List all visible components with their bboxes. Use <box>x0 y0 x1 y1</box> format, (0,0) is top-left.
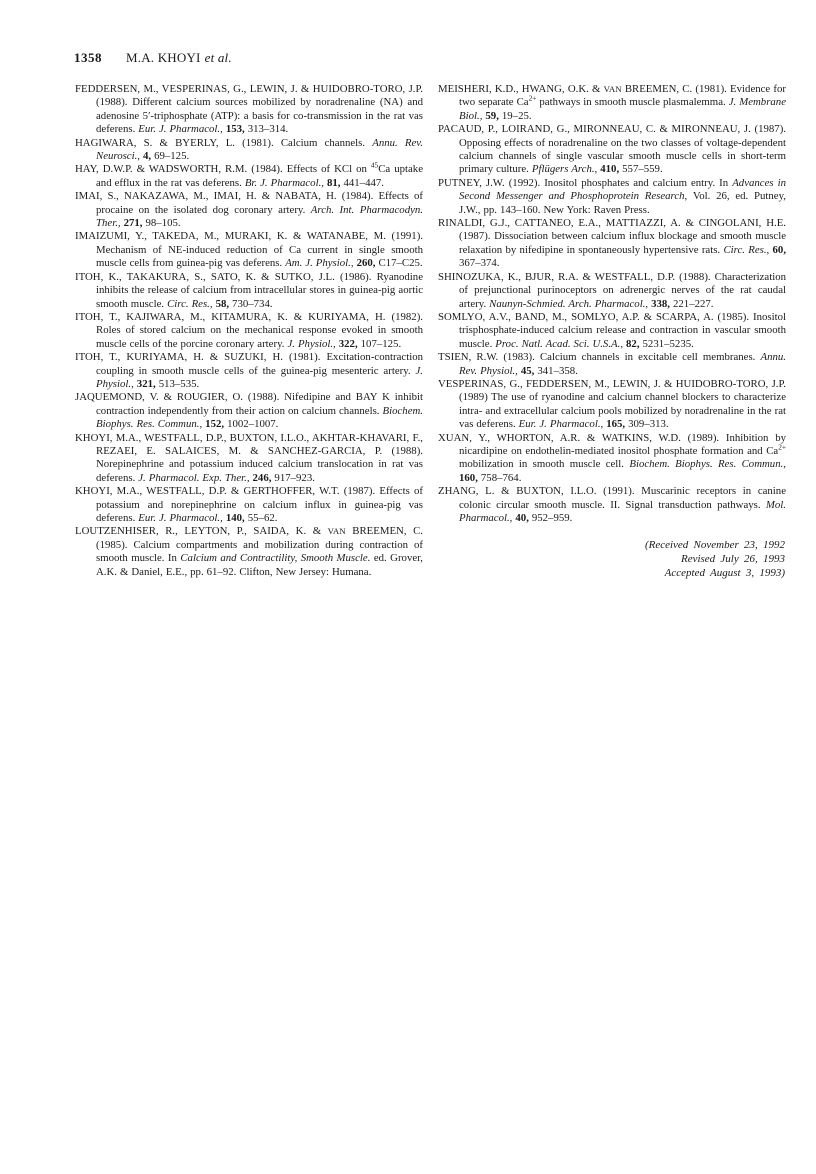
reference-entry: XUAN, Y., WHORTON, A.R. & WATKINS, W.D. (1989). Inhibition by nicardipine on endothelin-mediated inositol phosphate formation and $Ca^{2+}$ mobilization in smooth muscle cell. Biochem. Biophys. Res. Commun., 160, 758–764. <box>438 431 786 484</box>
reference-entry: KHOYI, M.A., WESTFALL, D.P. & GERTHOFFER, W.T. (1987). Effects of potassium and norepinephrine on calcium influx in guinea-pig vas deferens. Eur. J. Pharmacol., 140, 55–62. <box>75 485 423 524</box>
page-number: 1358 <box>74 50 102 65</box>
reference-entry: KHOYI, M.A., WESTFALL, D.P., BUXTON, I.L.O., AKHTAR-KHAVARI, F., REZAEI, E. SALAICES, M. & SANCHEZ-GARCIA, P. (1988). Norepinephrine and potassium induced calcium translocation in rat vas deferens. J. Pharmacol. Exp. Ther., 246, 917–923. <box>75 431 423 484</box>
running-head-authors <box>126 50 232 65</box>
reference-entry: ITOH, K., TAKAKURA, S., SATO, K. & SUTKO, J.L. (1986). Ryanodine inhibits the release of calcium from intracellular stores in guinea-pig aortic smooth muscle. Circ. Res., 58, 730–734. <box>75 270 423 310</box>
received-dates-block <box>438 539 786 580</box>
reference-list-left <box>75 83 423 580</box>
reference-entry: PACAUD, P., LOIRAND, G., MIRONNEAU, C. & MIRONNEAU, J. (1987). Opposing effects of noradrenaline on the two classes of voltage-dependent calcium channels of single vascular smooth muscle cells in short-term primary culture. Pflügers Arch., 410, 557–559. <box>438 123 786 176</box>
reference-entry: RINALDI, G.J., CATTANEO, E.A., MATTIAZZI, A. & CINGOLANI, H.E. (1987). Dissociation between calcium influx blockage and smooth muscle relaxation by nifedipine in spontaneously hypertensive rats. Circ. Res., 60, 367–374. <box>438 217 787 270</box>
reference-entry: VESPERINAS, G., FEDDERSEN, M., LEWIN, J. & HUIDOBRO-TORO, J.P. (1989) The use of ryanodine and calcium channel blockers to characterize intra- and extracellular calcium pools mobilized by noradrenaline in the rat vas deferens. Eur. J. Pharmacol., 165, 309–313. <box>438 377 786 431</box>
reference-entry: SOMLYO, A.V., BAND, M., SOMLYO, A.P. & SCARPA, A. (1985). Inositol trisphosphate-induced calcium release and contraction in vascular smooth muscle. Proc. Natl. Acad. Sci. U.S.A., 82, 5231–5235. <box>438 310 786 350</box>
revised-line: Revised July 26, 1993 <box>680 553 785 565</box>
reference-list-right <box>438 83 786 525</box>
accepted-line: Accepted August 3, 1993) <box>664 566 785 579</box>
reference-column-right <box>438 83 786 580</box>
reference-entry: ITOH, T., KAJIWARA, M., KITAMURA, K. & KURIYAMA, H. (1982). Roles of stored calcium on the mechanical response evoked in smooth muscle cells of the porcine coronary artery. J. Physiol., 322, 107–125. <box>75 310 423 350</box>
reference-entry: HAGIWARA, S. & BYERLY, L. (1981). Calcium channels. Annu. Rev. Neurosci., 4, 69–125. <box>75 136 423 163</box>
reference-entry: HAY, D.W.P. & WADSWORTH, R.M. (1984). Effects of KCl on $^{45}$Ca uptake and efflux in the rat vas deferens. Br. J. Pharmacol., 81, 441–447. <box>75 160 423 189</box>
reference-entry: JAQUEMOND, V. & ROUGIER, O. (1988). Nifedipine and BAY K inhibit contraction independently from their action on calcium channels. Biochem. Biophys. Res. Commun., 152, 1002–1007. <box>75 391 423 431</box>
running-authors-text: M.A. KHOYI <box>126 50 201 65</box>
reference-entry: TSIEN, R.W. (1983). Calcium channels in excitable cell membranes. Annu. Rev. Physiol., 45, 341–358. <box>438 351 786 377</box>
reference-entry: IMAIZUMI, Y., TAKEDA, M., MURAKI, K. & WATANABE, M. (1991). Mechanism of NE-induced reduction of Ca current in single smooth muscle cells from guinea-pig vas deferens. Am. J. Physiol., 260, C17–C25. <box>75 230 423 270</box>
running-head <box>74 50 232 66</box>
reference-entry: PUTNEY, J.W. (1992). Inositol phosphates and calcium entry. In Advances in Second Messenger and Phosphoprotein Research, Vol. 26, ed. Putney, J.W., pp. 143–160. New York: Raven Press. <box>438 176 786 216</box>
et-al-text: et al. <box>204 50 232 65</box>
received-line: (Received November 23, 1992 <box>644 539 785 552</box>
reference-entry: ZHANG, L. & BUXTON, I.L.O. (1991). Muscarinic receptors in canine colonic circular smooth muscle. II. Signal transduction pathways. Mol. Pharmacol., 40, 952–959. <box>438 485 786 524</box>
reference-entry: MEISHERI, K.D., HWANG, O.K. & VAN BREEMEN, C. (1981). Evidence for two separate $Ca^{2+}$ pathways in smooth muscle plasmalemma. J. Membrane Biol., 59, 19–25. <box>438 83 786 122</box>
reference-entry: ITOH, T., KURIYAMA, H. & SUZUKI, H. (1981). Excitation-contraction coupling in smooth muscle cells of the guinea-pig mesenteric artery. J. Physiol., 321, 513–535. <box>75 351 423 390</box>
reference-columns <box>75 83 786 580</box>
reference-entry: LOUTZENHISER, R., LEYTON, P., SAIDA, K. & VAN BREEMEN, C. (1985). Calcium compartments and mobilization during contraction of smooth muscle. In Calcium and Contractility, Smooth Muscle. ed. Grover, A.K. & Daniel, E.E., pp. 61–92. Clifton, New Jersey: Humana. <box>75 525 424 578</box>
reference-entry: IMAI, S., NAKAZAWA, M., IMAI, H. & NABATA, H. (1984). Effects of procaine on the isolated dog coronary artery. Arch. Int. Pharmacodyn. Ther., 271, 98–105. <box>75 190 423 230</box>
reference-entry: FEDDERSEN, M., VESPERINAS, G., LEWIN, J. & HUIDOBRO-TORO, J.P. (1988). Different calcium sources mobilized by noradrenaline (NA) and adenosine 5′-triphosphate (ATP): a basis for co-transmission in the rat vas deferens. Eur. J. Pharmacol., 153, 313–314. <box>75 83 423 136</box>
reference-entry: SHINOZUKA, K., BJUR, R.A. & WESTFALL, D.P. (1988). Characterization of prejunctional purinoceptors on adrenergic nerves of the rat caudal artery. Naunyn-Schmied. Arch. Pharmacol., 338, 221–227. <box>438 270 786 310</box>
